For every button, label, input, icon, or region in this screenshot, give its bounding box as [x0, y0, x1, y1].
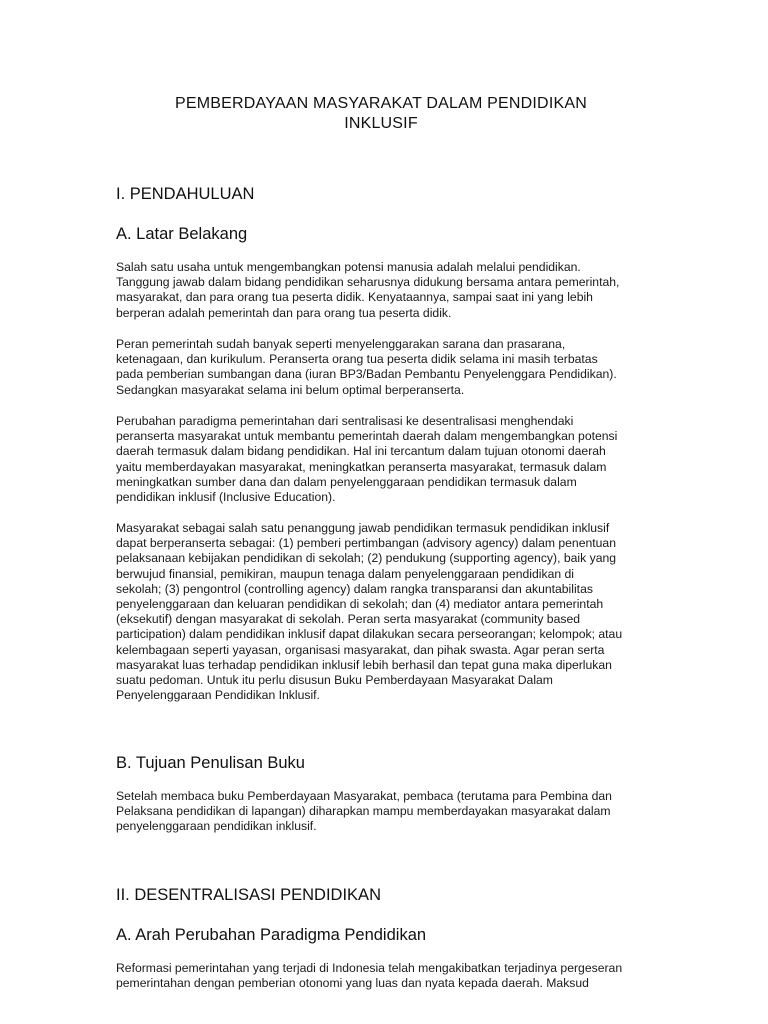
text-line: penyelenggaraan dan keluaran pendidikan di sekolah; dan (4) mediator antara pemerintah [116, 597, 604, 612]
text-line: masyarakat, dan para orang tua peserta didik. Kenyataannya, sampai saat ini yang lebih [116, 290, 593, 305]
text-line: berwujud finansial, pemikiran, maupun tenaga dalam penyelenggaraan pendidikan di [116, 566, 575, 581]
text-line: participation) dalam pendidikan inklusif dapat dilakukan secara perseorangan; kelompok; atau [116, 627, 623, 642]
text-line: pada pemberian sumbangan dana (iuran BP3/Badan Pembantu Penyelenggara Pendidikan). [116, 367, 617, 382]
section-heading-pendahuluan: I. PENDAHULUAN [116, 185, 255, 203]
text-line: pendidikan inklusif (Inclusive Education). [116, 490, 336, 505]
text-line: Perubahan paradigma pemerintahan dari sentralisasi ke desentralisasi menghendaki [116, 414, 574, 428]
text-line: penyelenggaraan pendidikan inklusif. [116, 819, 317, 834]
text-line: Salah satu usaha untuk mengembangkan potensi manusia adalah melalui pendidikan. [116, 260, 581, 274]
text-line: daerah termasuk dalam bidang pendidikan. Hal ini tercantum dalam tujuan otonomi daerah [116, 444, 606, 459]
text-line: Setelah membaca buku Pemberdayaan Masyarakat, pembaca (terutama para Pembina dan [116, 789, 612, 803]
section-heading-desentralisasi: II. DESENTRALISASI PENDIDIKAN [116, 886, 381, 904]
text-line: (eksekutif) dengan masyarakat di sekolah. Peran serta masyarakat (community based [116, 612, 581, 627]
text-line: Tanggung jawab dalam bidang pendidikan seharusnya didukung bersama antara pemerintah, [116, 275, 620, 290]
paragraph-5 [116, 789, 676, 835]
text-line: pemerintahan dengan pemberian otonomi yang luas dan nyata kepada daerah. Maksud [116, 976, 589, 991]
text-line: kelembagaan seperti yayasan, organisasi masyarakat, dan pihak swasta. Agar peran serta [116, 642, 605, 657]
text-line: Peran pemerintah sudah banyak seperti menyelenggarakan sarana dan prasarana, [116, 337, 566, 351]
paragraph-4 [116, 521, 676, 703]
paragraph-2 [116, 337, 676, 398]
subsection-heading-latar-belakang: A. Latar Belakang [116, 225, 248, 243]
paragraph-6 [116, 961, 676, 991]
document-title-line: PEMBERDAYAAN MASYARAKAT DALAM PENDIDIKAN [175, 95, 587, 112]
document-title-line: INKLUSIF [344, 115, 418, 132]
text-line: peranserta masyarakat untuk membantu pemerintah daerah dalam mengembangkan potensi [116, 429, 618, 444]
text-line: meningkatkan sumber dana dan dalam penyelenggaraan pendidikan termasuk dalam [116, 474, 577, 489]
paragraph-1 [116, 260, 676, 321]
text-line: masyarakat luas terhadap pendidikan inklusif lebih berhasil dan tepat guna maka diperlukan [116, 657, 612, 672]
text-line: sekolah; (3) pengontrol (controlling agency) dalam rangka transparansi dan akuntabilitas [116, 581, 593, 596]
text-line: Masyarakat sebagai salah satu penanggung jawab pendidikan termasuk pendidikan inklusif [116, 521, 610, 535]
subsection-heading-arah-perubahan: A. Arah Perubahan Paradigma Pendidikan [116, 926, 427, 944]
text-line: suatu pedoman. Untuk itu perlu disusun Buku Pemberdayaan Masyarakat Dalam [116, 673, 553, 688]
text-line: dapat berperanserta sebagai: (1) pemberi pertimbangan (advisory agency) dalam penentuan [116, 536, 616, 551]
text-line: yaitu memberdayakan masyarakat, meningkatkan peranserta masyarakat, termasuk dalam [116, 459, 607, 474]
text-line: Reformasi pemerintahan yang terjadi di Indonesia telah mengakibatkan terjadinya pergeseran [116, 961, 623, 975]
text-line: ketenagaan, dan kurikulum. Peranserta orang tua peserta didik selama ini masih terbatas [116, 352, 598, 367]
paragraph-3 [116, 414, 676, 505]
text-line: pelaksanaan kebijakan pendidikan di sekolah; (2) pendukung (supporting agency), baik yang [116, 551, 617, 566]
text-line: Penyelenggaraan Pendidikan Inklusif. [116, 688, 320, 703]
text-line: Pelaksana pendidikan di lapangan) diharapkan mampu memberdayakan masyarakat dalam [116, 804, 611, 819]
text-line: berperan adalah pemerintah dan para orang tua peserta didik. [116, 305, 452, 320]
subsection-heading-tujuan-penulisan: B. Tujuan Penulisan Buku [116, 754, 305, 772]
text-line: Sedangkan masyarakat selama ini belum optimal berperanserta. [116, 382, 465, 397]
document-title [116, 94, 646, 134]
